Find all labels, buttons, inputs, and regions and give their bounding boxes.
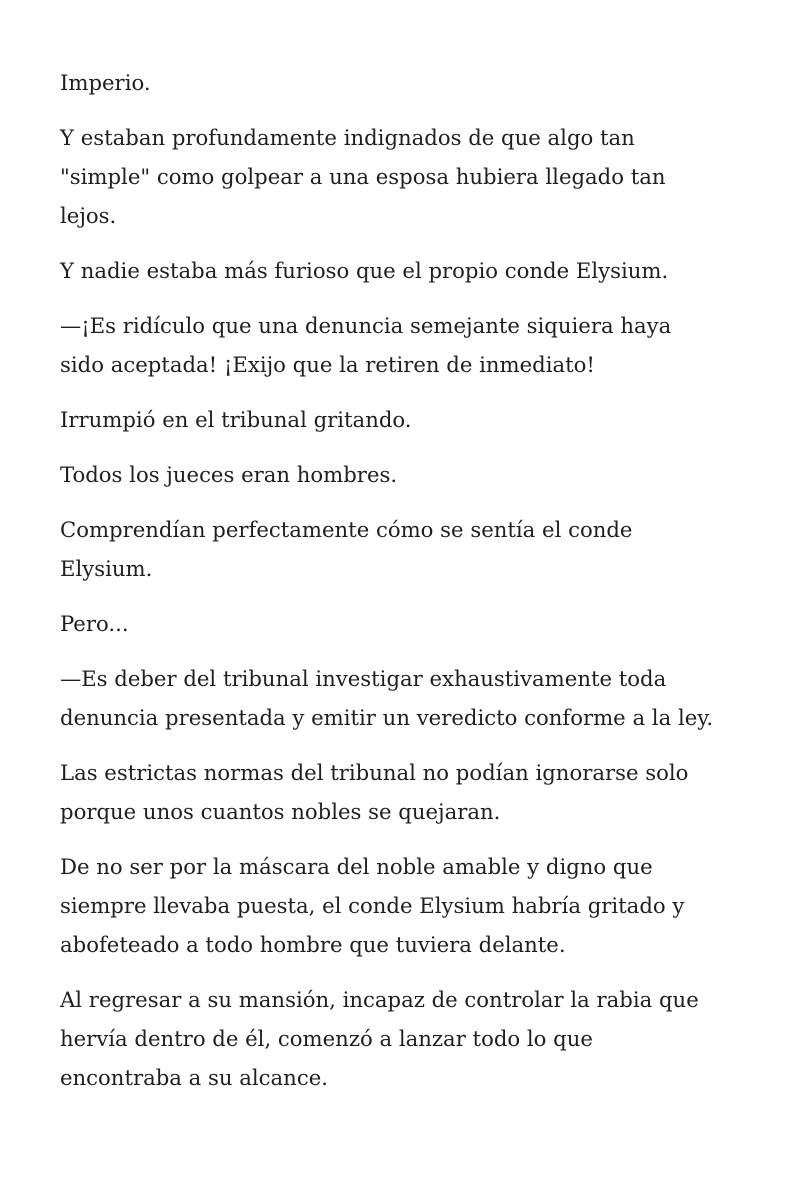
line: Irrumpió en el tribunal gritando.	[60, 407, 412, 432]
line: —¡Es ridículo que una denuncia semejante siquiera haya	[60, 313, 672, 338]
line: encontraba a su alcance.	[60, 1065, 328, 1090]
line: —Es deber del tribunal investigar exhaustivamente toda	[60, 666, 667, 691]
line: sido aceptada! ¡Exijo que la retiren de inmediato!	[60, 352, 595, 377]
line: denuncia presentada y emitir un veredicto conforme a la ley.	[60, 705, 714, 730]
paragraph-6	[60, 455, 760, 494]
paragraph-11	[60, 847, 760, 964]
line: porque unos cuantos nobles se quejaran.	[60, 799, 501, 824]
line: Elysium.	[60, 556, 153, 581]
line: Pero...	[60, 611, 129, 636]
line: Comprendían perfectamente cómo se sentía el conde	[60, 517, 633, 542]
line: abofeteado a todo hombre que tuviera delante.	[60, 932, 566, 957]
paragraph-1	[60, 63, 760, 102]
paragraph-4	[60, 306, 760, 384]
paragraph-12	[60, 980, 760, 1097]
line: lejos.	[60, 203, 117, 228]
line: Las estrictas normas del tribunal no podían ignorarse solo	[60, 760, 689, 785]
paragraph-3	[60, 251, 760, 290]
line: "simple" como golpear a una esposa hubiera llegado tan	[60, 164, 666, 189]
line: Y nadie estaba más furioso que el propio conde Elysium.	[60, 258, 669, 283]
paragraph-7	[60, 510, 760, 588]
paragraph-8	[60, 604, 760, 643]
paragraph-10	[60, 753, 760, 831]
line: Al regresar a su mansión, incapaz de controlar la rabia que	[60, 987, 699, 1012]
paragraph-2	[60, 118, 760, 235]
line: Todos los jueces eran hombres.	[60, 462, 398, 487]
line: Y estaban profundamente indignados de que algo tan	[60, 125, 635, 150]
document-page	[60, 63, 760, 1113]
paragraph-9	[60, 659, 760, 737]
paragraph-5	[60, 400, 760, 439]
line: hervía dentro de él, comenzó a lanzar todo lo que	[60, 1026, 593, 1051]
line: De no ser por la máscara del noble amable y digno que	[60, 854, 653, 879]
line: Imperio.	[60, 70, 151, 95]
line: siempre llevaba puesta, el conde Elysium habría gritado y	[60, 893, 685, 918]
